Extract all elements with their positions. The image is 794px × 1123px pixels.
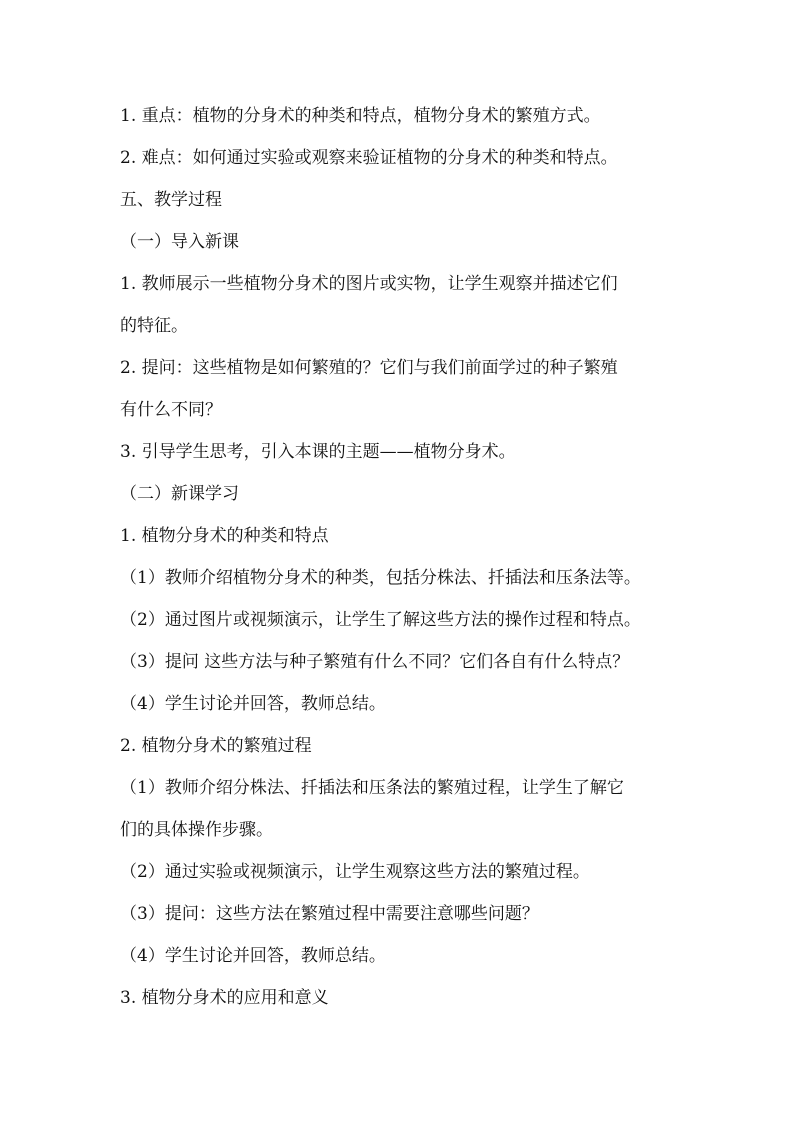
subsection-heading-introduction: （一）导入新课 [120, 232, 239, 252]
key-point-line: 1. 重点：植物的分身术的种类和特点，植物分身术的繁殖方式。 [120, 106, 601, 126]
paragraph-line: （2）通过实验或视频演示，让学生观察这些方法的繁殖过程。 [120, 862, 590, 882]
paragraph-line: （4）学生讨论并回答，教师总结。 [120, 694, 386, 714]
topic-heading-types: 1. 植物分身术的种类和特点 [120, 526, 329, 546]
topic-heading-process: 2. 植物分身术的繁殖过程 [120, 736, 312, 756]
difficulty-line: 2. 难点：如何通过实验或观察来验证植物的分身术的种类和特点。 [120, 148, 618, 168]
paragraph-line: （1）教师介绍分株法、扦插法和压条法的繁殖过程，让学生了解它 [120, 778, 624, 798]
section-heading-teaching-process: 五、教学过程 [120, 190, 222, 210]
paragraph-line: （4）学生讨论并回答，教师总结。 [120, 946, 386, 966]
paragraph-line: （2）通过图片或视频演示，让学生了解这些方法的操作过程和特点。 [120, 610, 641, 630]
paragraph-line: （3）提问 这些方法与种子繁殖有什么不同？它们各自有什么特点？ [120, 652, 630, 672]
paragraph-line: 的特征。 [120, 316, 188, 336]
paragraph-line: （1）教师介绍植物分身术的种类，包括分株法、扦插法和压条法等。 [120, 568, 641, 588]
subsection-heading-new-lesson: （二）新课学习 [120, 484, 239, 504]
paragraph-line: 们的具体操作步骤。 [120, 820, 273, 840]
paragraph-line: （3）提问：这些方法在繁殖过程中需要注意哪些问题？ [120, 904, 539, 924]
paragraph-line: 2. 提问：这些植物是如何繁殖的？它们与我们前面学过的种子繁殖 [120, 358, 618, 378]
paragraph-line: 1. 教师展示一些植物分身术的图片或实物，让学生观察并描述它们 [120, 274, 618, 294]
topic-heading-application: 3. 植物分身术的应用和意义 [120, 988, 329, 1008]
paragraph-line: 有什么不同？ [120, 400, 222, 420]
paragraph-line: 3. 引导学生思考，引入本课的主题——植物分身术。 [120, 442, 516, 462]
